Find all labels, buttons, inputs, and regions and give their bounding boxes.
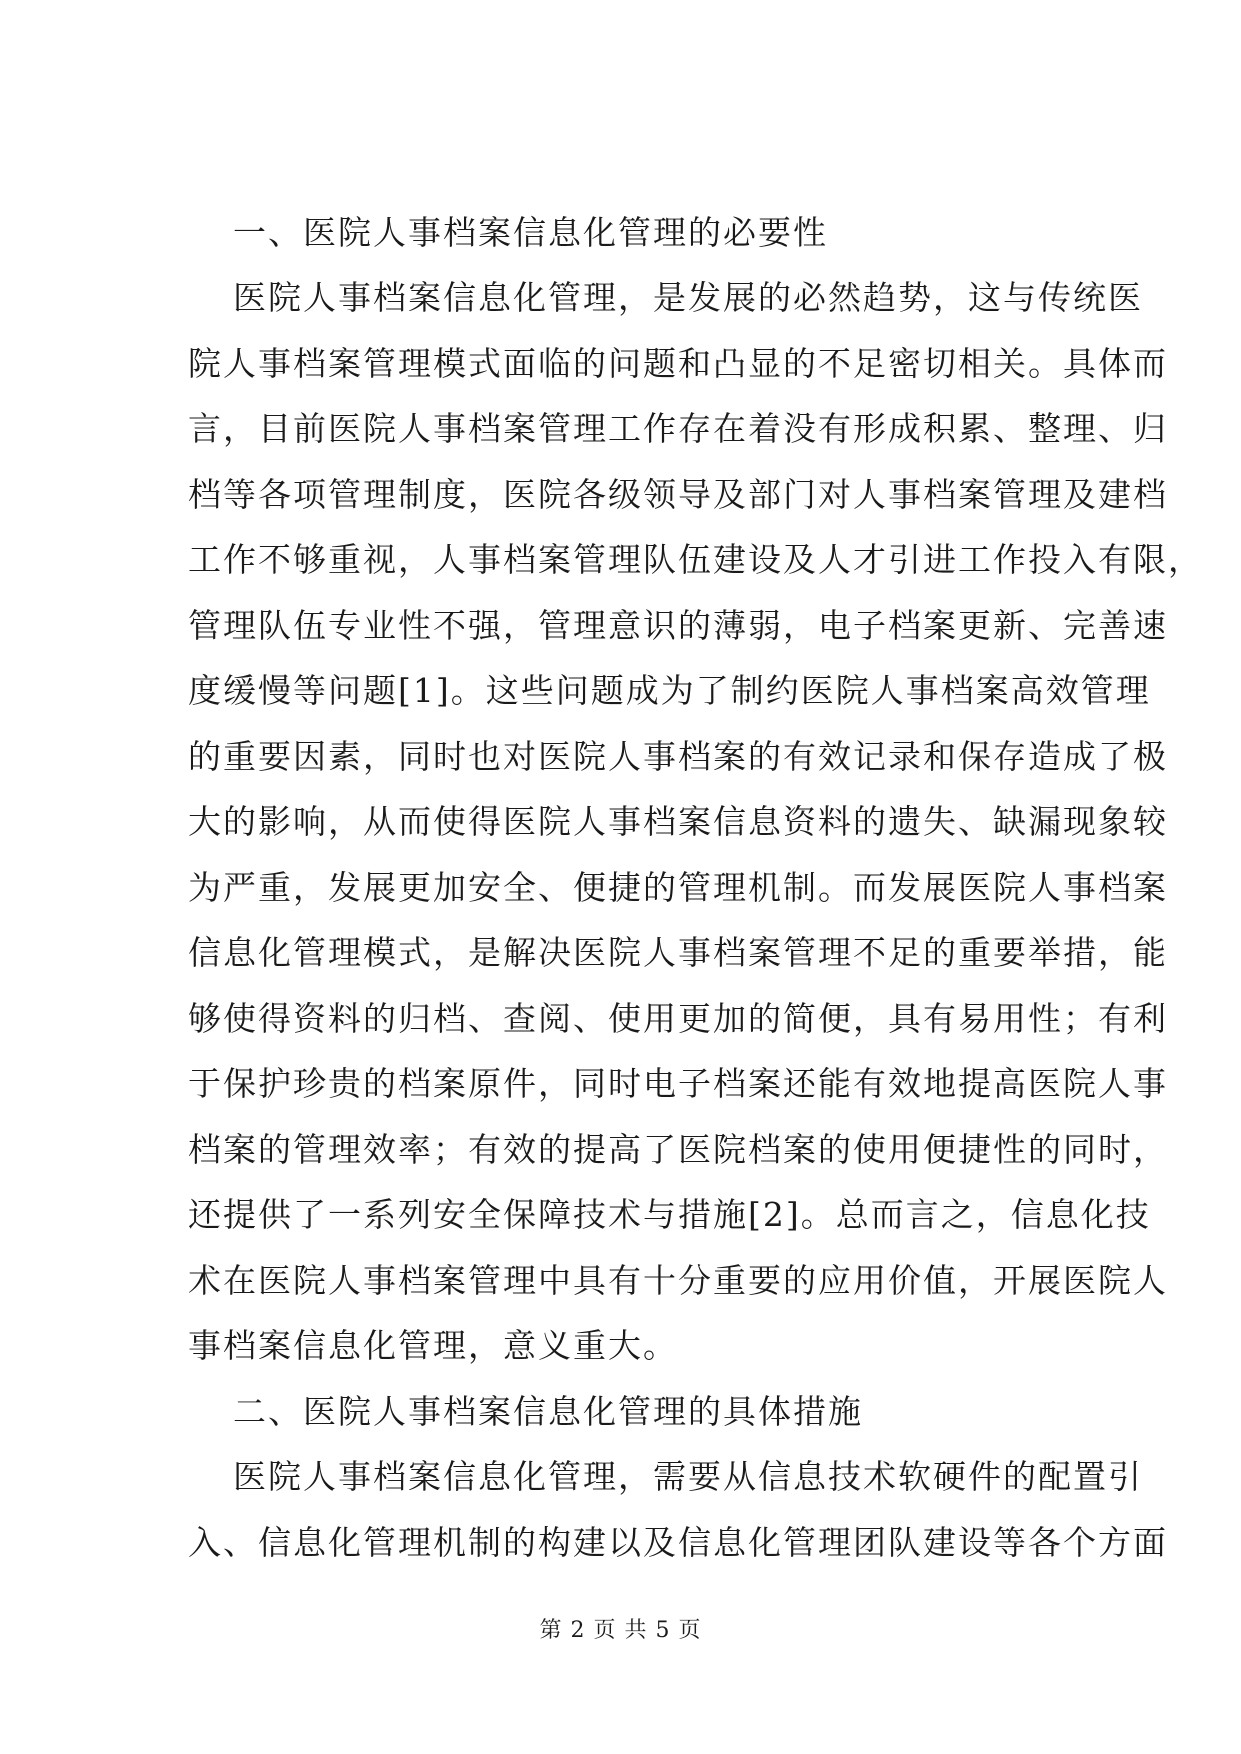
paragraph-line: 信息化管理模式，是解决医院人事档案管理不足的重要举措，能 [188, 933, 1168, 972]
section-heading-2: 二、医院人事档案信息化管理的具体措施 [233, 1392, 863, 1431]
paragraph-line: 档等各项管理制度，医院各级领导及部门对人事档案管理及建档 [188, 475, 1168, 514]
paragraph-line: 还提供了一系列安全保障技术与措施[2]。总而言之，信息化技 [188, 1195, 1151, 1234]
paragraph-line: 院人事档案管理模式面临的问题和凸显的不足密切相关。具体而 [188, 344, 1168, 383]
paragraph-line: 于保护珍贵的档案原件，同时电子档案还能有效地提高医院人事 [188, 1064, 1168, 1103]
paragraph-line: 工作不够重视，人事档案管理队伍建设及人才引进工作投入有限， [188, 540, 1203, 579]
paragraph-line: 术在医院人事档案管理中具有十分重要的应用价值，开展医院人 [188, 1261, 1168, 1300]
paragraph-line: 医院人事档案信息化管理，是发展的必然趋势，这与传统医 [233, 278, 1143, 317]
page-number-footer: 第 2 页 共 5 页 [539, 1618, 702, 1643]
paragraph-line: 言，目前医院人事档案管理工作存在着没有形成积累、整理、归 [188, 409, 1168, 448]
paragraph-line: 入、信息化管理机制的构建以及信息化管理团队建设等各个方面 [188, 1523, 1168, 1562]
paragraph-line: 大的影响，从而使得医院人事档案信息资料的遗失、缺漏现象较 [188, 802, 1168, 841]
paragraph-line: 事档案信息化管理，意义重大。 [188, 1326, 678, 1365]
paragraph-line: 的重要因素，同时也对医院人事档案的有效记录和保存造成了极 [188, 737, 1168, 776]
paragraph-line: 够使得资料的归档、查阅、使用更加的简便，具有易用性；有利 [188, 999, 1168, 1038]
paragraph-line: 管理队伍专业性不强，管理意识的薄弱，电子档案更新、完善速 [188, 606, 1168, 645]
section-heading-1: 一、医院人事档案信息化管理的必要性 [233, 213, 828, 252]
paragraph-line: 档案的管理效率；有效的提高了医院档案的使用便捷性的同时， [188, 1130, 1168, 1169]
paragraph-line: 度缓慢等问题[1]。这些问题成为了制约医院人事档案高效管理 [188, 671, 1151, 710]
paragraph-line: 医院人事档案信息化管理，需要从信息技术软硬件的配置引 [233, 1457, 1143, 1496]
paragraph-line: 为严重，发展更加安全、便捷的管理机制。而发展医院人事档案 [188, 868, 1168, 907]
